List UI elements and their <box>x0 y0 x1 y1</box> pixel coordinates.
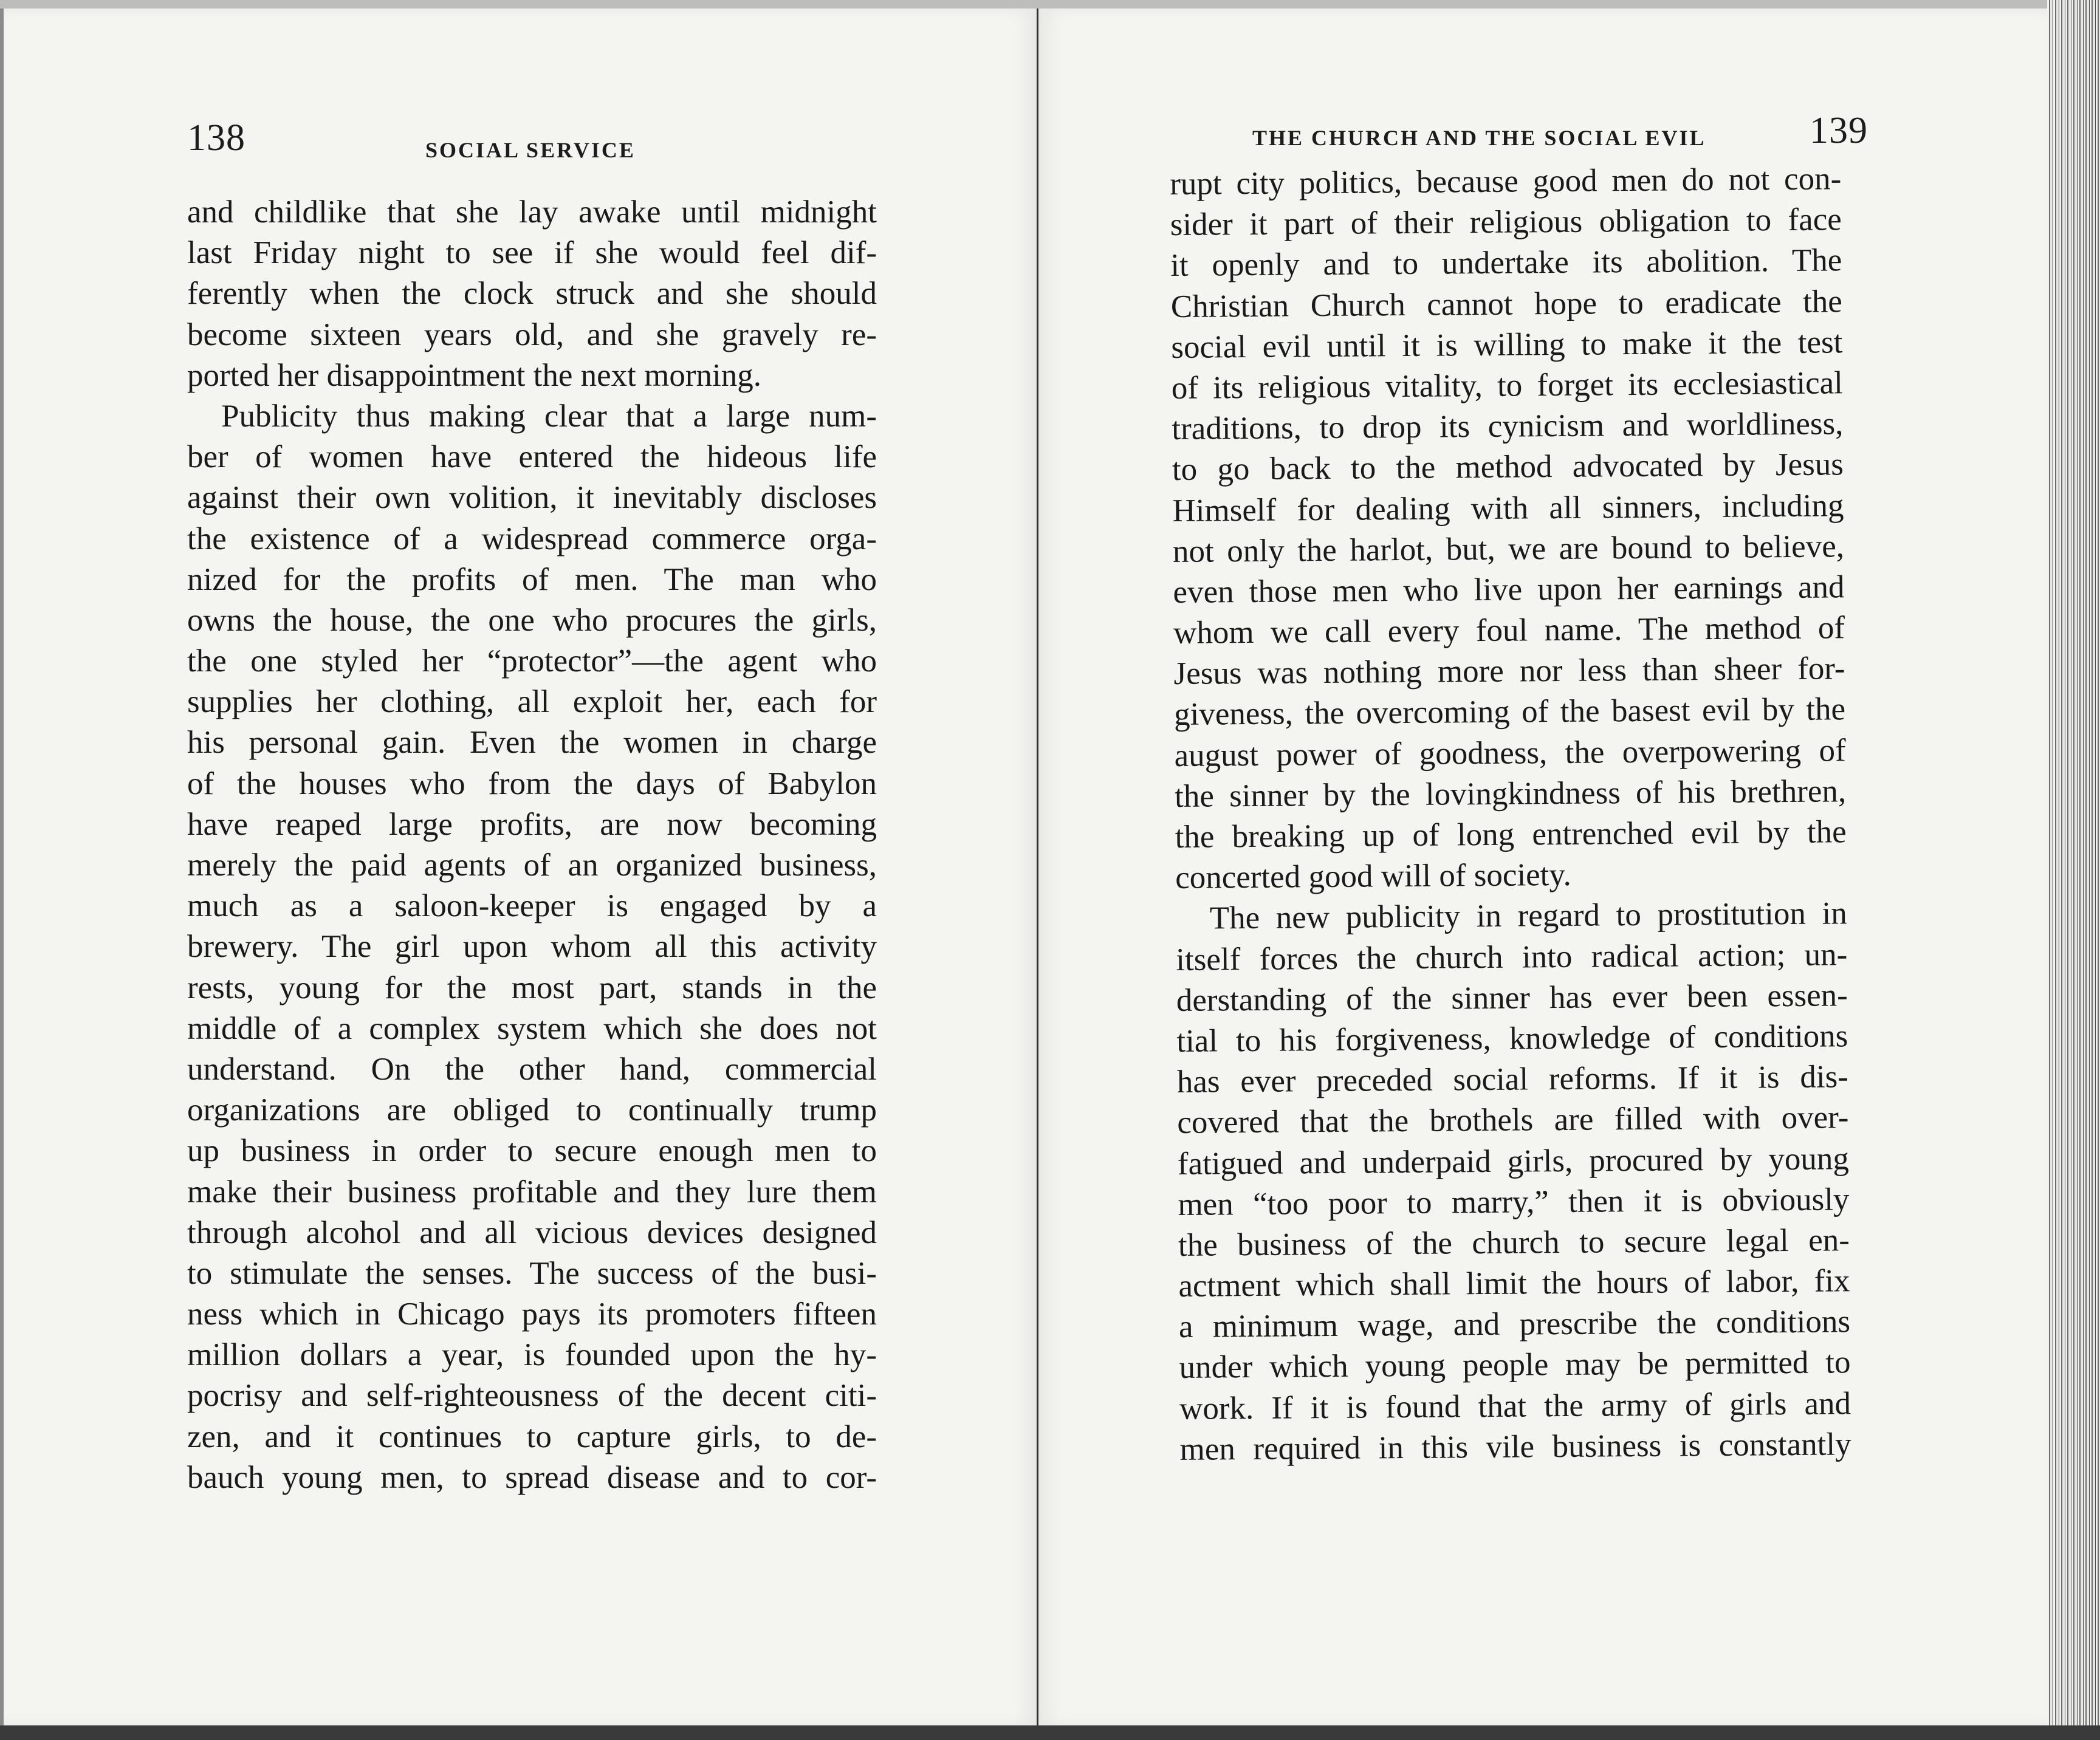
text-line: of its religious vitality, to forget its ecclesiastical <box>1171 365 1844 406</box>
text-line: ness which in Chicago pays its promoters fifteen <box>187 1296 877 1332</box>
text-line: organizations are obliged to continually trump <box>187 1092 877 1128</box>
text-line: owns the house, the one who procures the girls, <box>187 602 877 638</box>
text-line: rupt city politics, because good men do not con- <box>1170 161 1842 202</box>
right-running-head: THE CHURCH AND THE SOCIAL EVIL <box>1252 126 1706 150</box>
text-line: the business of the church to secure legal en- <box>1178 1222 1850 1263</box>
text-line: pocrisy and self-righteousness of the decent citi- <box>187 1378 877 1414</box>
page-stack-edge <box>2047 0 2100 1740</box>
left-page-edge <box>0 9 4 1725</box>
text-line: and childlike that she lay awake until midnight <box>187 194 877 230</box>
text-line: it openly and to undertake its abolition. The <box>1170 242 1842 284</box>
text-line: rests, young for the most part, stands in the <box>187 970 877 1005</box>
text-line: itself forces the church into radical action; un- <box>1176 936 1848 978</box>
text-line: concerted good will of society. <box>1175 857 1571 896</box>
text-line: brewery. The girl upon whom all this activity <box>187 929 877 965</box>
text-line: zen, and it continues to capture girls, to de- <box>187 1419 877 1454</box>
text-line: up business in order to secure enough men to <box>187 1133 877 1169</box>
scan-top-edge <box>0 0 2100 9</box>
text-line: supplies her clothing, all exploit her, each for <box>187 684 877 720</box>
text-line: whom we call every foul name. The method of <box>1173 610 1845 651</box>
left-page-number: 138 <box>187 117 245 159</box>
text-line: work. If it is found that the army of girls and <box>1179 1385 1851 1427</box>
right-page-number: 139 <box>1810 110 1868 151</box>
text-line: the breaking up of long entrenched evil by the <box>1175 814 1847 855</box>
text-line: fatigued and underpaid girls, procured by young <box>1177 1140 1850 1182</box>
text-line: tial to his forgiveness, knowledge of conditions <box>1176 1018 1848 1059</box>
left-running-head: SOCIAL SERVICE <box>425 138 636 162</box>
text-line: has ever preceded social reforms. If it is dis- <box>1176 1059 1849 1100</box>
text-line: million dollars a year, is founded upon the hy- <box>187 1337 877 1373</box>
text-line: ferently when the clock struck and she should <box>187 276 877 312</box>
text-line: traditions, to drop its cynicism and worldliness, <box>1172 406 1844 447</box>
text-line: have reaped large profits, are now becoming <box>187 806 877 842</box>
text-line: become sixteen years old, and she gravely re- <box>187 317 877 352</box>
text-line: the one styled her “protector”—the agent who <box>187 643 877 679</box>
text-line: The new publicity in regard to prostitution in <box>1209 896 1847 936</box>
text-line: social evil until it is willing to make it the test <box>1171 324 1843 365</box>
text-line: to stimulate the senses. The success of the busi- <box>187 1255 877 1291</box>
text-line: Christian Church cannot hope to eradicate the <box>1170 283 1843 324</box>
text-line: nized for the profits of men. The man who <box>187 561 877 597</box>
text-line: derstanding of the sinner has ever been essen- <box>1176 978 1848 1018</box>
text-line: august power of goodness, the overpowering of <box>1174 732 1846 773</box>
text-line: under which young people may be permitted to <box>1179 1344 1851 1386</box>
text-line: actment which shall limit the hours of labor, fix <box>1178 1263 1850 1304</box>
text-line: last Friday night to see if she would feel dif- <box>187 235 877 271</box>
text-line: against their own volition, it inevitably discloses <box>187 480 877 516</box>
text-line: through alcohol and all vicious devices designed <box>187 1214 877 1250</box>
left-body-text <box>187 192 877 1498</box>
text-line: the existence of a widespread commerce orga- <box>187 521 877 557</box>
text-line: of the houses who from the days of Babylon <box>187 766 877 801</box>
text-line: not only the harlot, but, we are bound to believe, <box>1172 528 1845 569</box>
text-line: even those men who live upon her earnings and <box>1173 569 1845 610</box>
text-line: his personal gain. Even the women in charge <box>187 725 877 761</box>
text-line: bauch young men, to spread disease and to cor- <box>187 1459 877 1495</box>
text-line: sider it part of their religious obligation to face <box>1170 202 1842 243</box>
text-line: much as a saloon-keeper is engaged by a <box>187 888 877 924</box>
text-line: the sinner by the lovingkindness of his brethren, <box>1174 773 1847 814</box>
text-line: Himself for dealing with all sinners, including <box>1172 487 1844 529</box>
text-line: ber of women have entered the hideous life <box>187 439 877 475</box>
scan-bottom-edge <box>0 1725 2100 1740</box>
text-line: giveness, the overcoming of the basest evil by the <box>1173 691 1846 733</box>
text-line: ported her disappointment the next morning. <box>187 357 761 393</box>
text-line: middle of a complex system which she does not <box>187 1010 877 1046</box>
text-line: men “too poor to marry,” then it is obviously <box>1178 1181 1850 1222</box>
text-line: to go back to the method advocated by Jesus <box>1172 447 1844 488</box>
text-line: men required in this vile business is constantly <box>1179 1427 1851 1467</box>
text-line: a minimum wage, and prescribe the conditions <box>1178 1304 1851 1345</box>
text-line: understand. On the other hand, commercial <box>187 1051 877 1087</box>
right-body-text <box>1170 159 1851 1470</box>
text-line: make their business profitable and they lure them <box>187 1174 877 1210</box>
left-page <box>0 9 1038 1725</box>
text-line: Publicity thus making clear that a large num- <box>221 398 877 434</box>
text-line: covered that the brothels are filled with over- <box>1177 1100 1849 1141</box>
text-line: merely the paid agents of an organized business, <box>187 848 877 883</box>
text-line: Jesus was nothing more nor less than sheer for- <box>1173 651 1845 692</box>
